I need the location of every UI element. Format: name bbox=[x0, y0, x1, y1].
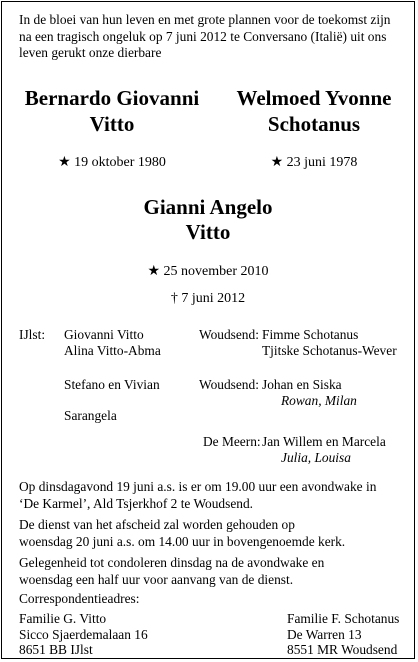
address-line: Familie G. Vitto bbox=[19, 611, 107, 626]
birth-date: ★ 25 november 2010 bbox=[147, 264, 269, 279]
relative-name: Fimme Schotanus bbox=[262, 327, 359, 342]
relative-name: Sarangela bbox=[64, 408, 117, 423]
relative-name: Johan en Siska bbox=[262, 377, 342, 392]
address-line: Familie F. Schotanus bbox=[287, 611, 400, 626]
relative-name: Alina Vitto-Abma bbox=[64, 342, 161, 358]
deceased-first-names: Gianni Angelo bbox=[143, 195, 273, 219]
place-label: IJlst: bbox=[19, 327, 46, 342]
deceased-first-names: Bernardo Giovanni bbox=[24, 86, 200, 110]
intro-line: In de bloei van hun leven en met grote plannen voor de toekomst zijn bbox=[19, 12, 391, 27]
relative-name: Jan Willem en Marcela bbox=[262, 434, 386, 449]
relative-grandchildren: Rowan, Milan bbox=[281, 392, 357, 408]
birth-date: ★ 23 juni 1978 bbox=[270, 155, 358, 170]
deceased-first-names: Welmoed Yvonne bbox=[236, 86, 392, 110]
notice-line: Op dinsdagavond 19 juni a.s. is er om 19.00 uur een avondwake in bbox=[19, 479, 377, 494]
deceased-surname: Vitto bbox=[185, 220, 231, 244]
address-line: Sicco Sjaerdemalaan 16 bbox=[19, 626, 148, 642]
place-label: De Meern: bbox=[203, 434, 261, 449]
relative-name: Stefano en Vivian bbox=[64, 377, 160, 392]
address-line: 8651 BB IJlst bbox=[19, 642, 93, 658]
deceased-surname: Schotanus bbox=[267, 112, 361, 136]
notice-line: ‘De Karmel’, Ald Tsjerkhof 2 te Woudsend. bbox=[19, 495, 254, 511]
intro-line: leven gerukt onze dierbare bbox=[19, 45, 162, 61]
address-line: De Warren 13 bbox=[287, 626, 362, 642]
birth-date: ★ 19 oktober 1980 bbox=[58, 155, 166, 170]
obituary-card bbox=[1, 1, 415, 659]
deceased-surname: Vitto bbox=[89, 112, 135, 136]
relative-name: Giovanni Vitto bbox=[64, 327, 144, 342]
address-line: 8551 MR Woudsend bbox=[287, 642, 398, 658]
death-date: † 7 juni 2012 bbox=[170, 291, 246, 306]
notice-line: woensdag 20 juni a.s. om 14.00 uur in bovengenoemde kerk. bbox=[19, 533, 346, 549]
correspondence-label: Correspondentieadres: bbox=[19, 591, 140, 606]
relative-name: Tjitske Schotanus-Wever bbox=[262, 342, 397, 358]
intro-line: na een tragisch ongeluk op 7 juni 2012 te Conversano (Italië) uit ons bbox=[19, 28, 387, 44]
notice-line: Gelegenheid tot condoleren dinsdag na de avondwake en bbox=[19, 555, 325, 570]
notice-line: woensdag een half uur voor aanvang van de dienst. bbox=[19, 571, 294, 587]
relative-grandchildren: Julia, Louisa bbox=[281, 449, 351, 465]
place-label: Woudsend: bbox=[199, 327, 259, 342]
place-label: Woudsend: bbox=[199, 377, 259, 392]
notice-line: De dienst van het afscheid zal worden gehouden op bbox=[19, 517, 295, 532]
